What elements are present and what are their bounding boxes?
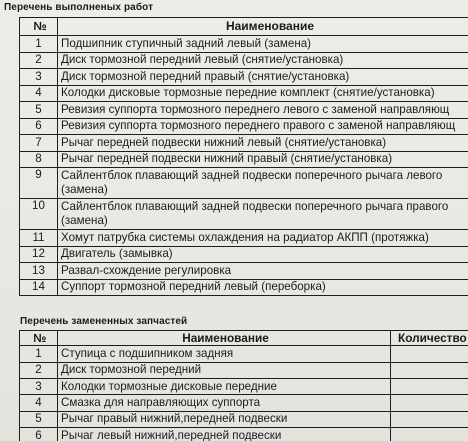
work-name: Рычаг передней подвески нижний левый (снятие/установка) [58, 135, 468, 152]
table-row [20, 428, 468, 441]
table-row [20, 118, 468, 135]
part-quantity [391, 395, 468, 411]
table-row [20, 85, 468, 102]
part-quantity [391, 428, 468, 441]
table-row [20, 52, 468, 69]
work-name: Двигатель (замывка) [58, 246, 468, 263]
work-name: Колодки дисковые тормозные передние комплект (снятие/установка) [58, 85, 468, 102]
row-number: 8 [20, 151, 58, 168]
work-name: Сайлентблок плавающий задней подвески поперечного рычага левого (замена) [58, 168, 468, 199]
parts-number-header: № [20, 331, 58, 346]
row-number: 5 [20, 102, 58, 119]
row-number: 1 [20, 346, 58, 362]
works-table-header-row [20, 18, 468, 36]
table-row [20, 135, 468, 152]
parts-name-header: Наименование [58, 331, 391, 346]
work-name: Сайлентблок плавающий задней подвески поперечного рычага правого (замена) [58, 199, 468, 230]
row-number: 9 [20, 168, 58, 199]
table-row [20, 395, 468, 411]
part-name: Колодки тормозные дисковые передние [58, 378, 391, 394]
work-name: Диск тормозной передний левый (снятие/установка) [58, 52, 468, 69]
row-number: 12 [20, 246, 58, 263]
work-name: Хомут патрубка системы охлаждения на радиатор АКПП (протяжка) [58, 230, 468, 247]
row-number: 2 [20, 52, 58, 69]
work-name: Диск тормозной передний правый (снятие/установка) [58, 69, 468, 86]
row-number: 7 [20, 135, 58, 152]
table-row [20, 199, 468, 230]
row-number: 14 [20, 279, 58, 296]
part-name: Ступица с подшипником задняя [58, 346, 391, 362]
table-row [20, 346, 468, 362]
part-quantity [391, 346, 468, 362]
part-quantity [391, 362, 468, 378]
part-name: Смазка для направляющих суппорта [58, 395, 391, 411]
work-name: Развал-схождение регулировка [58, 263, 468, 280]
part-name: Диск тормозной передний [58, 362, 391, 378]
part-name: Рычаг правый нижний,передней подвески [58, 411, 391, 427]
table-row [20, 69, 468, 86]
table-row [20, 411, 468, 427]
row-number: 5 [20, 411, 58, 427]
works-name-header: Наименование [58, 18, 468, 36]
table-row [20, 36, 468, 53]
part-quantity [391, 378, 468, 394]
work-name: Подшипник ступичный задний левый (замена) [58, 36, 468, 53]
works-number-header: № [20, 18, 58, 36]
row-number: 10 [20, 199, 58, 230]
work-name: Суппорт тормозной передний левый (переборка) [58, 279, 468, 296]
row-number: 4 [20, 395, 58, 411]
works-table [19, 17, 468, 296]
table-row [20, 168, 468, 199]
work-name: Ревизия суппорта тормозного переднего правого с заменой направляющ [58, 118, 468, 135]
work-name: Ревизия суппорта тормозного переднего левого с заменой направляющ [58, 102, 468, 119]
parts-table [19, 330, 468, 441]
part-quantity [391, 411, 468, 427]
table-row [20, 151, 468, 168]
parts-section-title: Перечень замененных запчастей [20, 316, 188, 327]
row-number: 13 [20, 263, 58, 280]
parts-quantity-header: Количество [391, 331, 468, 346]
table-row [20, 378, 468, 394]
row-number: 6 [20, 428, 58, 441]
work-name: Рычаг передней подвески нижний правый (снятие/установка) [58, 151, 468, 168]
row-number: 3 [20, 378, 58, 394]
row-number: 2 [20, 362, 58, 378]
row-number: 3 [20, 69, 58, 86]
row-number: 6 [20, 118, 58, 135]
table-row [20, 102, 468, 119]
table-row [20, 246, 468, 263]
table-row [20, 279, 468, 296]
works-section-title: Перечень выполненых работ [4, 2, 154, 13]
table-row [20, 230, 468, 247]
table-row [20, 362, 468, 378]
row-number: 11 [20, 230, 58, 247]
row-number: 1 [20, 36, 58, 53]
table-row [20, 263, 468, 280]
parts-table-header-row [20, 331, 468, 346]
row-number: 4 [20, 85, 58, 102]
part-name: Рычаг левый нижний,передней подвески [58, 428, 391, 441]
